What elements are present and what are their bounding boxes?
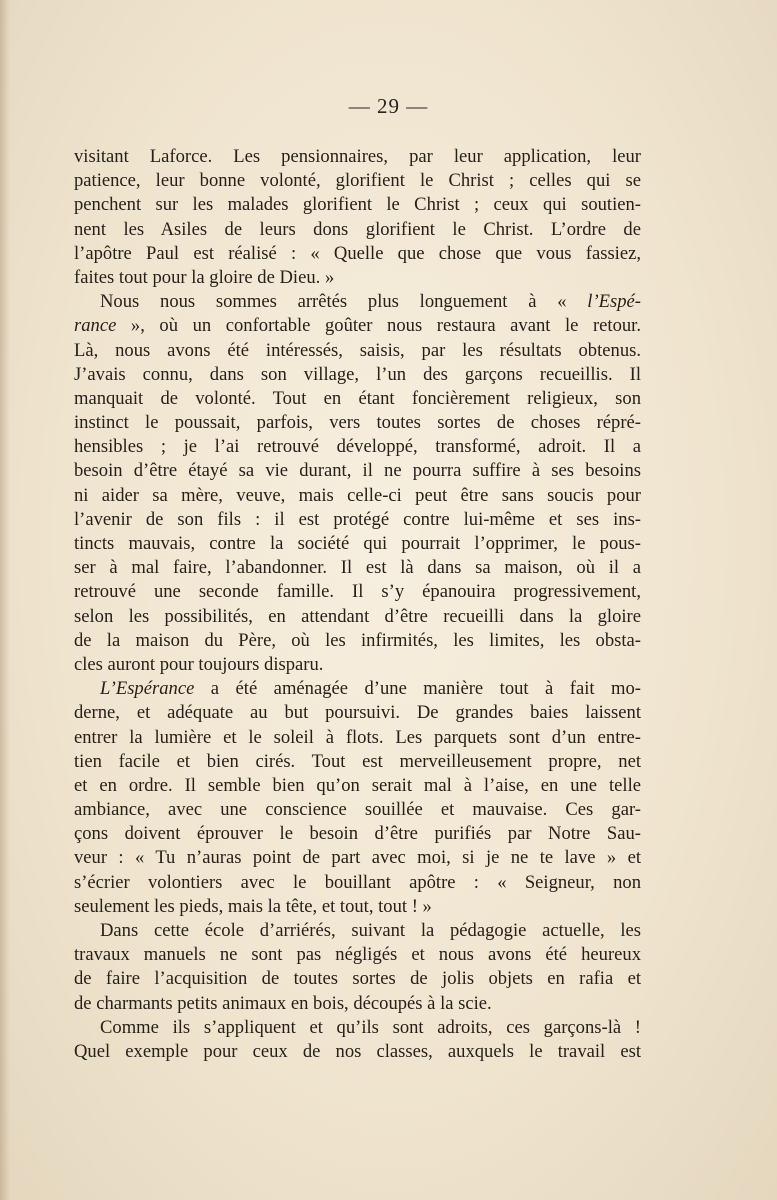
text-line: J’avais connu, dans son village, l’un des garçons recueillis. Il: [74, 363, 641, 385]
text-line: tien facile et bien cirés. Tout est merveilleusement propre, net: [74, 750, 641, 772]
text-line: manquait de volonté. Tout en étant foncièrement religieux, son: [74, 387, 641, 409]
text-line: de la maison du Père, où les infirmités, les limites, les obsta-: [74, 629, 641, 651]
text-line: faites tout pour la gloire de Dieu. »: [74, 266, 335, 288]
text-line: travaux manuels ne sont pas négligés et nous avons été heureux: [74, 944, 641, 966]
text-line: penchent sur les malades glorifient le Christ ; ceux qui soutien-: [74, 194, 641, 216]
text-line: selon les possibilités, en attendant d’être recueilli dans la gloire: [74, 605, 641, 627]
text-line: ambiance, avec une conscience souillée et mauvaise. Ces gar-: [74, 799, 641, 821]
text-fragment: Nous nous sommes arrêtés plus longuement à «: [100, 291, 588, 313]
text-line: derne, et adéquate au but poursuivi. De grandes baies laissent: [74, 702, 641, 724]
text-line: retrouvé une seconde famille. Il s’y épanouira progressivement,: [74, 581, 641, 603]
text-line: Là, nous avons été intéressés, saisis, par les résultats obtenus.: [74, 339, 641, 361]
text-line: besoin d’être étayé sa vie durant, il ne pourra suffire à ses besoins: [74, 460, 641, 482]
text-line: Quel exemple pour ceux de nos classes, auxquels le travail est: [74, 1040, 641, 1062]
text-line: cles auront pour toujours disparu.: [74, 653, 324, 675]
text-line: ni aider sa mère, veuve, mais celle-ci peut être sans soucis pour: [74, 484, 641, 506]
text-line: çons doivent éprouver le besoin d’être purifiés par Notre Sau-: [74, 823, 641, 845]
text-line: ser à mal faire, l’abandonner. Il est là dans sa maison, où il a: [74, 557, 641, 579]
text-line: Comme ils s’appliquent et qu’ils sont adroits, ces garçons-là !: [100, 1016, 641, 1038]
text-fragment: a été aménagée d’une manière tout à fait mo-: [194, 678, 641, 700]
italic-title: l’Espé-: [587, 291, 641, 313]
text-line: de faire l’acquisition de toutes sortes de jolis objets en rafia et: [74, 968, 641, 990]
text-line: l’avenir de son fils : il est protégé contre lui-même et ses ins-: [74, 508, 641, 530]
text-line: tincts mauvais, contre la société qui pourrait l’opprimer, le pous-: [74, 533, 641, 554]
text-line: [74, 290, 641, 314]
text-line: s’écrier volontiers avec le bouillant apôtre : « Seigneur, non: [74, 871, 641, 893]
text-line: [74, 677, 641, 701]
text-line: [74, 314, 641, 338]
text-line: seulement les pieds, mais la tête, et tout, tout ! »: [74, 895, 432, 917]
text-line: instinct le poussait, parfois, vers toutes sortes de choses répré-: [74, 412, 641, 434]
text-line: visitant Laforce. Les pensionnaires, par leur application, leur: [74, 146, 641, 167]
text-line: de charmants petits animaux en bois, découpés à la scie.: [74, 992, 492, 1014]
text-line: hensibles ; je l’ai retrouvé développé, transformé, adroit. Il a: [74, 436, 641, 458]
italic-title: L’Espérance: [100, 678, 195, 700]
page-gutter-shadow: [0, 0, 10, 1200]
body-text: [74, 145, 641, 1064]
text-line: entrer la lumière et le soleil à flots. Les parquets sont d’un entre-: [74, 726, 641, 748]
text-line: nent les Asiles de leurs dons glorifient le Christ. L’ordre de: [74, 218, 641, 240]
text-line: l’apôtre Paul est réalisé : « Quelle que chose que vous fassiez,: [74, 242, 641, 264]
text-line: patience, leur bonne volonté, glorifient le Christ ; celles qui se: [74, 170, 641, 192]
text-fragment: », où un confortable goûter nous restaura avant le retour.: [116, 315, 641, 337]
italic-title: rance: [74, 315, 117, 337]
text-line: Dans cette école d’arriérés, suivant la pédagogie actuelle, les: [100, 920, 641, 941]
page-number: — 29 —: [348, 94, 429, 118]
text-line: veur : « Tu n’auras point de part avec moi, si je ne te lave » et: [74, 847, 641, 869]
text-line: et en ordre. Il semble bien qu’on serait mal à l’aise, en une telle: [74, 774, 641, 796]
